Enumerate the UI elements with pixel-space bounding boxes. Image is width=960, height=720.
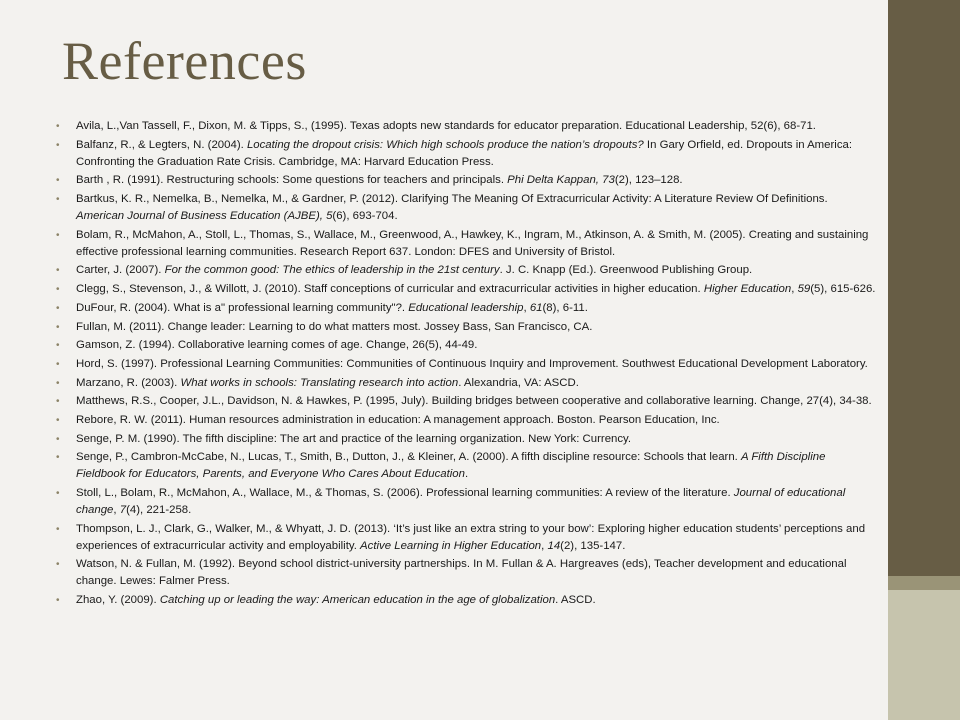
- reference-italic-text: Journal of educational change: [76, 487, 846, 516]
- reference-item: [56, 319, 876, 336]
- reference-text: Bartkus, K. R., Nemelka, B., Nemelka, M., & Gardner, P. (2012). Clarifying The Meaning Of Extracurricular Activity: A Literature Review Of Definitions.: [76, 193, 828, 206]
- reference-italic-text: For the common good: The ethics of leadership in the 21st century: [164, 264, 500, 277]
- reference-text: Senge, P. M. (1990). The fifth discipline: The art and practice of the learning organization. New York: Currency.: [76, 432, 632, 445]
- reference-text: . ASCD.: [555, 594, 596, 607]
- reference-text: Avila, L.,Van Tassell, F., Dixon, M. & Tipps, S., (1995). Texas adopts new standards for educator preparation. Educational Leadership, 52(6), 68-71.: [76, 120, 816, 132]
- reference-item: [56, 431, 876, 448]
- reference-text: . J. C. Knapp (Ed.). Greenwood Publishing Group.: [499, 264, 753, 277]
- reference-item: [56, 449, 876, 483]
- reference-list: [56, 118, 876, 611]
- reference-item: [56, 118, 876, 135]
- reference-text: (4), 221-258.: [126, 504, 192, 516]
- reference-item: [56, 281, 876, 298]
- reference-text: Barth , R. (1991). Restructuring schools: Some questions for teachers and principals.: [76, 174, 508, 187]
- reference-text: Clegg, S., Stevenson, J., & Willott, J. (2010). Staff conceptions of curricular and extracurricular activities in higher education.: [76, 283, 704, 296]
- reference-text: ,: [113, 504, 120, 516]
- reference-italic-text: Higher Education: [703, 283, 792, 296]
- sidebar-band-light: [888, 590, 960, 720]
- reference-italic-text: Phi Delta Kappan, 73: [507, 174, 615, 187]
- reference-text: ,: [541, 539, 548, 552]
- reference-italic-text: Locating the dropout crisis: Which high schools produce the nation’s dropouts?: [246, 138, 644, 151]
- reference-text: Balfanz, R., & Legters, N. (2004).: [76, 138, 247, 151]
- reference-text: ,: [523, 301, 530, 314]
- reference-text: Gamson, Z. (1994). Collaborative learning comes of age. Change, 26(5), 44-49.: [76, 339, 478, 352]
- reference-item: [56, 485, 876, 519]
- reference-item: [56, 393, 876, 410]
- reference-text: Thompson, L. J., Clark, G., Walker, M., & Whyatt, J. D. (2013). ‘It’s just like an extra string to your bow’: Exploring higher education students’ perceptions and experiences of extracurricular activity and employability.: [76, 522, 866, 552]
- reference-item: [56, 375, 876, 392]
- reference-text: Zhao, Y. (2009).: [76, 594, 160, 607]
- reference-text: Watson, N. & Fullan, M. (1992). Beyond school district-university partnerships. In M. Fullan & A. Hargreaves (eds), Teacher development and educational change. Lewes: Falmer Press.: [76, 558, 847, 588]
- slide-title: References: [62, 31, 307, 91]
- sidebar-band-dark: [888, 0, 960, 576]
- reference-text: Fullan, M. (2011). Change leader: Learning to do what matters most. Jossey Bass, San Francisco, CA.: [76, 320, 593, 333]
- reference-text: Senge, P., Cambron-McCabe, N., Lucas, T., Smith, B., Dutton, J., & Kleiner, A. (2000). A fifth discipline resource: Schools that learn.: [76, 451, 741, 464]
- reference-item: [56, 300, 876, 317]
- reference-item: [56, 337, 876, 354]
- reference-text: Bolam, R., McMahon, A., Stoll, L., Thomas, S., Wallace, M., Greenwood, A., Hawkey, K., Ingram, M., Atkinson, A. & Smith, M. (2005). Creating and sustaining effective professional learning communities. Research Report 637. London: DFES and University of Bristol.: [76, 228, 869, 258]
- reference-item: [56, 556, 876, 590]
- reference-text: Stoll, L., Bolam, R., McMahon, A., Wallace, M., & Thomas, S. (2006). Professional learning communities: A review of the literature.: [76, 487, 734, 499]
- reference-item: [56, 592, 876, 609]
- reference-italic-text: Active Learning in Higher Education: [360, 539, 542, 552]
- reference-item: [56, 172, 876, 189]
- reference-text: Carter, J. (2007).: [76, 264, 165, 277]
- reference-text: Hord, S. (1997). Professional Learning Communities: Communities of Continuous Inquiry and Improvement. Southwest Educational Development Laboratory.: [76, 357, 868, 370]
- reference-item: [56, 521, 876, 555]
- reference-italic-text: Educational leadership: [408, 301, 524, 314]
- reference-item: [56, 227, 876, 261]
- reference-text: (8), 6-11.: [542, 301, 588, 314]
- reference-text: . Alexandria, VA: ASCD.: [458, 376, 579, 389]
- reference-italic-text: 14: [547, 539, 561, 552]
- reference-italic-text: 61: [529, 301, 543, 314]
- reference-italic-text: A Fifth Discipline Fieldbook for Educators, Parents, and Everyone Who Cares About Education: [76, 451, 826, 481]
- reference-text: (2), 135-147.: [560, 539, 626, 552]
- reference-text: (5), 615-626.: [810, 283, 876, 296]
- reference-italic-text: Catching up or leading the way: American education in the age of globalization: [159, 594, 556, 607]
- reference-text: (2), 123–128.: [614, 174, 683, 187]
- reference-text: Matthews, R.S., Cooper, J.L., Davidson, N. & Hawkes, P. (1995, July). Building bridges between cooperative and collaborative learning. Change, 27(4), 34-38.: [76, 395, 872, 408]
- reference-italic-text: 59: [797, 283, 811, 296]
- reference-text: DuFour, R. (2004). What is a" professional learning community"?.: [76, 301, 409, 314]
- reference-italic-text: 7: [119, 504, 127, 516]
- reference-text: Marzano, R. (2003).: [76, 376, 181, 389]
- reference-italic-text: American Journal of Business Education (AJBE), 5: [76, 210, 333, 223]
- reference-item: [56, 137, 876, 171]
- reference-text: Rebore, R. W. (2011). Human resources administration in education: A management approach. Boston. Pearson Education, Inc.: [76, 413, 720, 426]
- reference-text: In Gary Orfield, ed. Dropouts in America: Confronting the Graduation Rate Crisis. Cambridge, MA: Harvard Education Press.: [76, 138, 853, 168]
- reference-item: [56, 262, 876, 279]
- reference-text: (6), 693-704.: [332, 210, 398, 223]
- reference-text: ,: [791, 283, 798, 296]
- sidebar-band-accent: [888, 576, 960, 590]
- reference-item: [56, 356, 876, 373]
- reference-text: .: [464, 468, 469, 481]
- reference-italic-text: What works in schools: Translating research into action: [180, 376, 459, 389]
- reference-item: [56, 412, 876, 429]
- reference-item: [56, 191, 876, 225]
